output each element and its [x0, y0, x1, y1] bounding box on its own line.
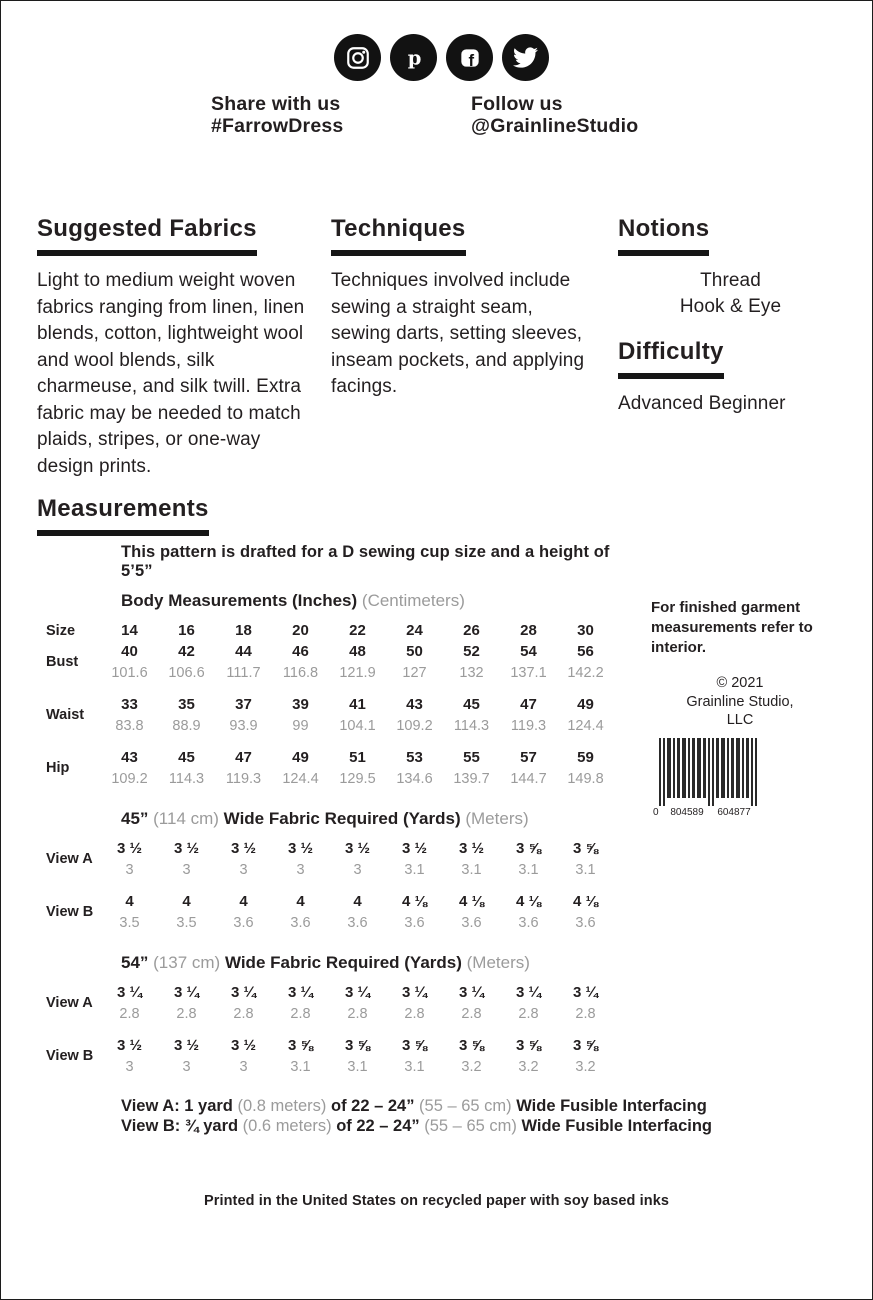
right-info-column: [651, 598, 829, 823]
body-measurements-heading: [121, 591, 629, 611]
table-cell: 53: [406, 749, 423, 766]
table-cell: 59: [577, 749, 594, 766]
table-cell: 3.2: [575, 1059, 596, 1075]
cup-size-note: This pattern is drafted for a D sewing cup size and a height of 5’5”: [121, 543, 610, 580]
table-cell: 41: [349, 696, 366, 713]
table-cell: 3.5: [119, 915, 140, 931]
table-cell: 2.8: [119, 1006, 140, 1022]
table-cell: 3 ¼: [458, 984, 485, 1001]
table-cell: 2.8: [347, 1006, 368, 1022]
interfacing-b-qty: View B: ¾ yard: [121, 1116, 243, 1135]
interfacing-view-a: [121, 1097, 707, 1117]
table-cell: 3.6: [575, 915, 596, 931]
table-cell: 3: [239, 862, 248, 878]
table-cell: 3 ¼: [287, 984, 314, 1001]
share-heading: Share with us: [211, 93, 341, 115]
table-cell: 3.1: [404, 1059, 425, 1075]
difficulty-title: Difficulty: [618, 338, 724, 379]
table-cell: 3 ¼: [515, 984, 542, 1001]
hip-centimeters: [101, 766, 614, 787]
table-cell: 132: [459, 665, 484, 681]
table-cell: 4 ⅛: [458, 893, 485, 910]
table-cell: 4: [125, 893, 134, 910]
table-cell: 14: [121, 622, 138, 639]
table-cell: 3.2: [461, 1059, 482, 1075]
table-cell: 16: [178, 622, 195, 639]
table-cell: 127: [402, 665, 427, 681]
table-cell: 49: [577, 696, 594, 713]
table-cell: 42: [178, 643, 195, 660]
table-cell: 3 ½: [116, 1037, 143, 1054]
table-cell: 83.8: [115, 718, 144, 734]
size-row-label: Size: [46, 622, 76, 639]
table-cell: 3: [125, 1059, 134, 1075]
table-cell: 52: [463, 643, 480, 660]
table-cell: 3.2: [518, 1059, 539, 1075]
table-cell: 37: [235, 696, 252, 713]
bust-row: [37, 643, 629, 681]
techniques-title: Techniques: [331, 215, 466, 256]
hip-inches: [101, 749, 614, 766]
table-cell: 3 ¼: [173, 984, 200, 1001]
table-cell: 35: [178, 696, 195, 713]
table-cell: 47: [235, 749, 252, 766]
waist-inches: [101, 696, 614, 713]
svg-text:p: p: [407, 46, 421, 69]
table-cell: 2.8: [176, 1006, 197, 1022]
notions-difficulty-section: [618, 215, 843, 417]
suggested-fabrics-title: Suggested Fabrics: [37, 215, 257, 256]
table-cell: 3.1: [461, 862, 482, 878]
fabric-54-view-a-meters: [101, 1001, 614, 1022]
interfacing-a-width: of 22 – 24”: [326, 1097, 420, 1115]
fabric-54-view-b-meters: [101, 1054, 614, 1075]
waist-row-label: Waist: [46, 707, 85, 723]
fabric-54-heading: [121, 953, 629, 973]
table-cell: 3 ½: [230, 840, 257, 857]
table-cell: 46: [292, 643, 309, 660]
table-cell: 4: [296, 893, 305, 910]
waist-row: [37, 696, 629, 734]
table-cell: 43: [406, 696, 423, 713]
table-cell: 3 ⅝: [344, 1037, 371, 1054]
table-cell: 56: [577, 643, 594, 660]
table-cell: 28: [520, 622, 537, 639]
table-cell: 3 ½: [287, 840, 314, 857]
table-cell: 109.2: [396, 718, 433, 734]
table-cell: 3.1: [290, 1059, 311, 1075]
table-cell: 106.6: [168, 665, 205, 681]
fabric-45-label: Wide Fabric Required (Yards): [218, 809, 466, 828]
fabric-54-view-b-row: [37, 1037, 629, 1075]
table-cell: 3 ⅝: [401, 1037, 428, 1054]
table-cell: LLC: [726, 712, 754, 728]
fabric-45-width-cm: (114 cm): [153, 809, 219, 828]
table-cell: 116.8: [282, 665, 319, 681]
table-cell: 3 ⅝: [458, 1037, 485, 1054]
interfacing-notes: [121, 1097, 712, 1136]
table-cell: 104.1: [339, 718, 376, 734]
table-cell: 20: [292, 622, 309, 639]
table-cell: 124.4: [282, 771, 319, 787]
bust-centimeters: [101, 660, 614, 681]
table-cell: 49: [292, 749, 309, 766]
fabric-54-label: Wide Fabric Required (Yards): [220, 953, 467, 972]
table-cell: 57: [520, 749, 537, 766]
fabric-45-heading: [121, 809, 629, 829]
fabric-45-view-b-yards: [101, 893, 614, 910]
view-b-label: View B: [46, 1048, 94, 1064]
upc-barcode: [651, 738, 761, 818]
table-cell: 24: [406, 622, 423, 639]
size-values: [101, 622, 614, 639]
table-cell: 3 ⅝: [572, 840, 599, 857]
techniques-body: Techniques involved include sewing a straight seam, sewing darts, setting sleeves, inseam pockets, and applying facings.: [331, 270, 585, 397]
table-cell: 111.7: [226, 665, 261, 681]
view-a-label: View A: [46, 851, 93, 867]
instagram-icon: [334, 34, 381, 81]
follow-heading: Follow us: [471, 93, 563, 115]
share-with-us-block: [211, 93, 343, 137]
table-cell: 119.3: [225, 771, 262, 787]
fabric-54-view-a-yards: [101, 984, 614, 1001]
table-cell: 18: [235, 622, 252, 639]
fabric-54-width-cm: (137 cm): [153, 953, 221, 972]
table-cell: 43: [121, 749, 138, 766]
table-cell: 45: [463, 696, 480, 713]
table-cell: 2.8: [233, 1006, 254, 1022]
hip-row: [37, 749, 629, 787]
table-cell: 99: [292, 718, 309, 734]
table-cell: 3.6: [461, 915, 482, 931]
table-cell: 2.8: [518, 1006, 539, 1022]
table-cell: 3 ½: [401, 840, 428, 857]
table-cell: 54: [520, 643, 537, 660]
table-cell: 45: [178, 749, 195, 766]
table-cell: 2.8: [290, 1006, 311, 1022]
table-cell: 114.3: [168, 771, 205, 787]
table-cell: 2.8: [575, 1006, 596, 1022]
notions-title: Notions: [618, 215, 709, 256]
table-cell: 3 ⅝: [572, 1037, 599, 1054]
facebook-icon: [446, 34, 493, 81]
printing-note: Printed in the United States on recycled paper with soy based inks: [203, 1193, 670, 1209]
table-cell: 4 ⅛: [401, 893, 428, 910]
table-cell: 3 ½: [458, 840, 485, 857]
table-cell: Thread: [700, 270, 761, 291]
table-cell: 4: [182, 893, 191, 910]
suggested-fabrics-body: Light to medium weight woven fabrics ranging from linen, linen blends, cotton, lightweight wool and wool blends, silk charmeuse, and silk twill. Extra fabric may be needed to match plaids, stripes, or one-way design prints.: [37, 270, 305, 477]
table-cell: 30: [577, 622, 594, 639]
table-cell: 3 ½: [344, 840, 371, 857]
table-cell: 39: [292, 696, 309, 713]
table-cell: 2.8: [404, 1006, 425, 1022]
table-cell: 124.4: [567, 718, 604, 734]
measurements-title: Measurements: [37, 495, 209, 536]
table-cell: 3.1: [347, 1059, 368, 1075]
bust-row-label: Bust: [46, 654, 79, 670]
table-cell: 93.9: [229, 718, 258, 734]
interfacing-b-width: of 22 – 24”: [331, 1116, 425, 1135]
table-cell: 40: [121, 643, 138, 660]
fabric-45-view-b-row: [37, 893, 629, 931]
table-cell: 137.1: [510, 665, 547, 681]
fabric-45-width: 45”: [121, 809, 154, 828]
table-cell: 142.2: [567, 665, 604, 681]
hip-row-label: Hip: [46, 760, 70, 776]
table-cell: 3 ½: [116, 840, 143, 857]
table-cell: 3.6: [233, 915, 254, 931]
fabric-54-width: 54”: [121, 953, 154, 972]
barcode-digits-mid: 804589: [670, 806, 704, 818]
table-cell: 3: [296, 862, 305, 878]
interfacing-b-width-cm: (55 – 65 cm): [424, 1116, 517, 1135]
bust-inches: [101, 643, 614, 660]
table-cell: 3: [182, 862, 191, 878]
fabric-54-view-a-row: [37, 984, 629, 1022]
table-cell: 101.6: [111, 665, 148, 681]
table-cell: 149.8: [567, 771, 604, 787]
table-cell: 4 ⅛: [515, 893, 542, 910]
interfacing-view-b: [121, 1116, 712, 1137]
fabric-45-meters-label: (Meters): [465, 809, 529, 828]
table-cell: 44: [235, 643, 252, 660]
view-a-label: View A: [46, 995, 93, 1011]
table-cell: 3 ¼: [230, 984, 257, 1001]
table-cell: 3.5: [176, 915, 197, 931]
table-cell: 3 ¼: [344, 984, 371, 1001]
table-cell: 22: [349, 622, 366, 639]
table-cell: Hook & Eye: [679, 296, 782, 317]
table-cell: 88.9: [172, 718, 201, 734]
table-cell: 3.6: [347, 915, 368, 931]
view-b-label: View B: [46, 904, 94, 920]
table-cell: 3.1: [518, 862, 539, 878]
table-cell: 144.7: [510, 771, 547, 787]
table-cell: 50: [406, 643, 423, 660]
table-cell: 3.1: [404, 862, 425, 878]
fabric-45-view-a-yards: [101, 840, 614, 857]
table-cell: 3 ⅝: [515, 840, 542, 857]
size-row: [37, 622, 629, 639]
interfacing-b-meters: (0.6 meters): [242, 1116, 332, 1135]
table-cell: 3: [182, 1059, 191, 1075]
table-cell: 3 ½: [173, 840, 200, 857]
table-cell: 4: [239, 893, 248, 910]
interfacing-b-suffix: Wide Fusible Interfacing: [516, 1116, 712, 1135]
fabric-54-meters-label: (Meters): [466, 953, 530, 972]
table-cell: 3.6: [290, 915, 311, 931]
barcode-digit-left: 0: [653, 806, 659, 818]
pinterest-icon: [390, 34, 437, 81]
table-cell: 3.6: [518, 915, 539, 931]
twitter-icon: [502, 34, 549, 81]
barcode-digits-right: 604877: [717, 806, 751, 818]
fabric-54-view-b-yards: [101, 1037, 614, 1054]
svg-text:f: f: [468, 50, 474, 70]
interfacing-a-qty: View A: 1 yard: [121, 1097, 238, 1115]
table-cell: 3 ¼: [401, 984, 428, 1001]
table-cell: 3 ½: [230, 1037, 257, 1054]
table-cell: 47: [520, 696, 537, 713]
social-icons-row: [334, 34, 549, 81]
table-cell: 114.3: [453, 718, 490, 734]
techniques-section: [331, 215, 587, 401]
table-cell: 33: [121, 696, 138, 713]
follow-us-block: [471, 93, 638, 137]
table-cell: 3 ⅝: [287, 1037, 314, 1054]
table-cell: 3.1: [575, 862, 596, 878]
table-cell: 4: [353, 893, 362, 910]
follow-handle: @GrainlineStudio: [471, 115, 639, 137]
copyright-block: [651, 674, 829, 730]
finished-garment-note: For finished garment measurements refer to interior.: [651, 599, 813, 656]
table-cell: Grainline Studio,: [686, 693, 794, 710]
waist-centimeters: [101, 713, 614, 734]
table-cell: 129.5: [339, 771, 376, 787]
interfacing-a-width-cm: (55 – 65 cm): [419, 1097, 512, 1115]
table-cell: 3: [125, 862, 134, 878]
body-measurements-heading-black: Body Measurements (Inches): [121, 591, 362, 610]
body-measurements-heading-gray: (Centimeters): [361, 591, 465, 610]
table-cell: 109.2: [111, 771, 148, 787]
notions-list: [618, 268, 843, 320]
table-cell: 48: [349, 643, 366, 660]
table-cell: © 2021: [716, 675, 764, 691]
table-cell: 134.6: [396, 771, 433, 787]
fabric-45-view-b-meters: [101, 910, 614, 931]
table-cell: 4 ⅛: [572, 893, 599, 910]
table-cell: 121.9: [339, 665, 376, 681]
table-cell: 119.3: [510, 718, 547, 734]
difficulty-level: Advanced Beginner: [618, 393, 786, 414]
table-cell: 26: [463, 622, 480, 639]
suggested-fabrics-section: [37, 215, 313, 480]
table-cell: 139.7: [453, 771, 490, 787]
table-cell: 3: [353, 862, 362, 878]
table-cell: 3 ¼: [116, 984, 143, 1001]
table-cell: 2.8: [461, 1006, 482, 1022]
interfacing-a-suffix: Wide Fusible Interfacing: [511, 1097, 707, 1115]
table-cell: 55: [463, 749, 480, 766]
table-cell: 3 ⅝: [515, 1037, 542, 1054]
interfacing-a-meters: (0.8 meters): [237, 1097, 327, 1115]
table-cell: 3 ½: [173, 1037, 200, 1054]
table-cell: 3.6: [404, 915, 425, 931]
table-cell: 51: [349, 749, 366, 766]
fabric-45-view-a-meters: [101, 857, 614, 878]
share-hashtag: #FarrowDress: [211, 115, 344, 137]
fabric-45-view-a-row: [37, 840, 629, 878]
table-cell: 3 ¼: [572, 984, 599, 1001]
table-cell: 3: [239, 1059, 248, 1075]
